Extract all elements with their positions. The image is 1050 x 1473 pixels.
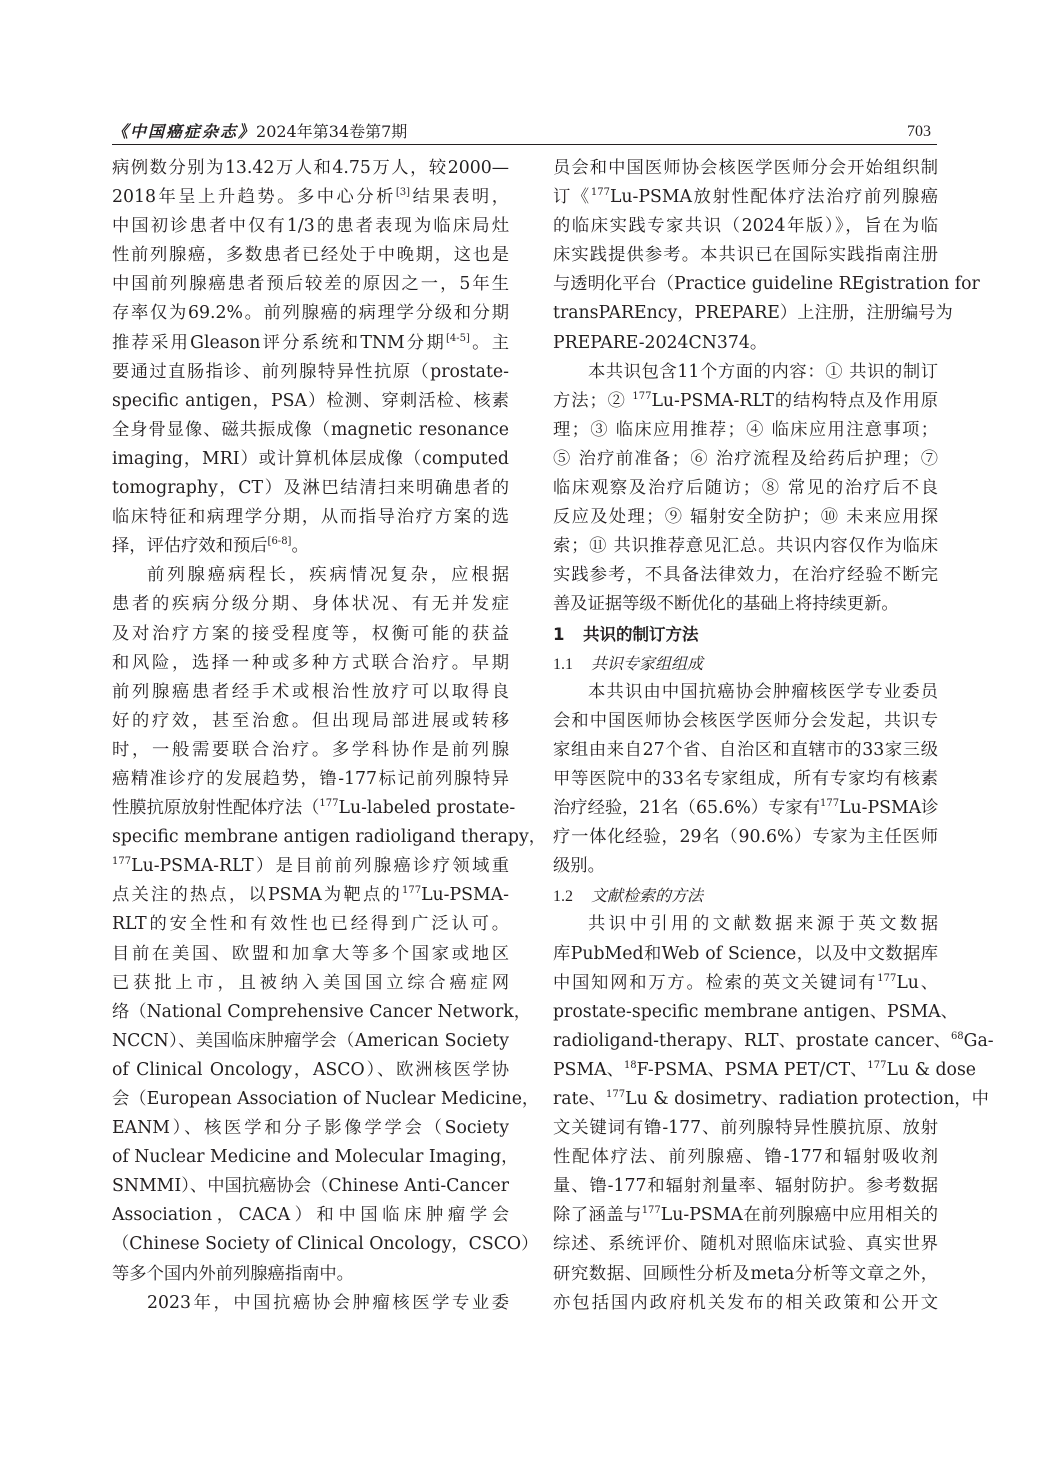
line-text: 综述、系统评价、随机对照临床试验、真实世界 <box>553 1234 938 1255</box>
text-line <box>553 358 938 387</box>
line-text: 要通过直肠指诊、前列腺特异性抗原（prostate- <box>112 361 509 382</box>
line-text: specific antigen，PSA）检测、穿刺活检、核素 <box>112 390 509 411</box>
text-line <box>112 1056 509 1085</box>
text-line <box>112 212 509 241</box>
line-text: 实践参考，不具备法律效力，在治疗经验不断完 <box>553 565 938 586</box>
line-text: 与透明化平台（Practice guideline REgistration for <box>553 274 980 295</box>
line-text: 反应及处理；⑨ 辐射安全防护；⑩ 未来应用探 <box>553 507 938 528</box>
line-text: 索；⑪ 共识推荐意见汇总。共识内容仅作为临床 <box>553 536 938 557</box>
line-text: 病例数分别为13.42万人和4.75万人，较2000— <box>112 158 509 178</box>
text-line <box>553 1085 989 1114</box>
heading-text: 文献检索的方法 <box>591 886 704 906</box>
text-line <box>553 998 958 1027</box>
text-line <box>112 1027 509 1056</box>
line-text: Lu & dose <box>886 1059 977 1080</box>
superscript: 177 <box>112 856 132 868</box>
text-line <box>112 532 509 561</box>
line-text: PSMA、 <box>553 1059 624 1080</box>
line-text: 量、镥-177和辐射剂量率、辐射防护。参考数据 <box>553 1176 938 1197</box>
text-line <box>112 1260 509 1289</box>
line-text: 床实践提供参考。本共识已在国际实践指南注册 <box>553 245 938 266</box>
line-text: F-PSMA、PSMA PET/CT、 <box>636 1059 868 1080</box>
text-line <box>553 503 938 532</box>
text-line <box>112 299 509 328</box>
line-text: 等多个国内外前列腺癌指南中。 <box>112 1263 354 1284</box>
line-text: 亦包括国内政府机关发布的相关政策和公开文 <box>553 1292 938 1313</box>
line-text: 患者的疾病分级分期、身体状况、有无并发症 <box>112 594 509 615</box>
line-text: SNMMI）、中国抗癌协会（Chinese Anti-Cancer <box>112 1176 509 1197</box>
line-text: RLT的安全性和有效性也已经得到广泛认可。 <box>112 914 509 935</box>
text-line <box>112 445 509 474</box>
text-line <box>112 1143 519 1172</box>
text-line <box>553 329 938 358</box>
superscript: 18 <box>623 1059 637 1071</box>
text-line <box>112 707 509 736</box>
line-text: 点关注的热点，以PSMA为靶点的 <box>112 885 402 906</box>
line-text: NCCN）、美国临床肿瘤学会（American Society <box>112 1030 509 1051</box>
running-header <box>112 122 937 145</box>
heading-text: 共识的制订方法 <box>583 624 699 644</box>
text-line <box>553 852 938 881</box>
line-text: EANM）、核医学和分子影像学学会（Society <box>112 1118 509 1139</box>
left-column <box>112 154 546 1318</box>
text-line <box>553 1172 938 1201</box>
line-text: 前列腺癌患者经手术或根治性放疗可以取得良 <box>112 681 509 702</box>
line-text: 及对治疗方案的接受程度等，权衡可能的获益 <box>112 623 509 644</box>
superscript: 177 <box>606 1089 626 1100</box>
line-text: 本共识由中国抗癌协会肿瘤核医学专业委员 <box>588 681 938 702</box>
text-line <box>112 998 532 1027</box>
line-text: 疗一体化经验，29名（90.6%）专家为主任医师 <box>553 827 938 848</box>
line-text: 善及证据等级不断优化的基础上将持续更新。 <box>553 594 899 615</box>
line-text: imaging，MRI）或计算机体层成像（computed <box>112 448 509 469</box>
line-text: 中国初诊患者中仅有1/3的患者表现为临床局灶 <box>112 216 509 237</box>
line-text: 和风险，选择一种或多种方式联合治疗。早期 <box>112 652 509 673</box>
text-line <box>112 1114 509 1143</box>
text-line <box>553 590 938 619</box>
text-line <box>112 1201 509 1230</box>
text-line <box>112 794 516 823</box>
text-line <box>112 1230 539 1259</box>
line-text: 会和中国医师协会核医学医师分会发起，共识专 <box>553 710 938 731</box>
journal-citation <box>112 122 407 142</box>
superscript: 177 <box>819 798 840 810</box>
line-text: Lu & dosimetry、radiation protection，中 <box>625 1089 989 1109</box>
line-text: 临床观察及治疗后随访；⑧ 常见的治疗后不良 <box>553 478 938 499</box>
line-text: 理；③ 临床应用推荐；④ 临床应用注意事项； <box>553 419 938 440</box>
line-text: Lu、 <box>896 972 938 993</box>
line-text: 本共识包含11个方面的内容：① 共识的制订 <box>588 361 938 382</box>
line-text: transPAREncy，PREPARE）上注册，注册编号为 <box>553 303 953 324</box>
right-column <box>553 154 994 1318</box>
line-text: 级别。 <box>553 856 605 877</box>
text-line <box>553 1289 938 1318</box>
text-line <box>553 154 938 183</box>
text-line <box>112 183 509 212</box>
line-text: 订《 <box>553 187 591 208</box>
line-text: 会（European Association of Nuclear Medicine， <box>112 1089 540 1109</box>
journal-name: 《中国癌症杂志》 <box>112 122 257 141</box>
line-text: 2023年，中国抗癌协会肿瘤核医学专业委 <box>147 1292 509 1313</box>
line-text: 库PubMed和Web of Science，以及中文数据库 <box>553 943 938 964</box>
heading-number: 1 <box>553 624 565 644</box>
line-text: 性配体疗法、前列腺癌、镥-177和辐射吸收剂 <box>553 1147 938 1168</box>
line-text: of Nuclear Medicine and Molecular Imaging， <box>112 1147 519 1168</box>
heading-number: 1.2 <box>553 888 573 906</box>
text-line <box>553 823 938 852</box>
line-text: 中国知网和万方。检索的英文关键词有 <box>553 972 878 993</box>
text-line <box>553 969 938 998</box>
line-text: 家组由来自27个省、自治区和直辖市的33家三级 <box>553 739 938 760</box>
page-number: 703 <box>907 123 931 140</box>
text-line <box>553 1230 938 1259</box>
text-line <box>112 765 509 794</box>
text-line <box>112 387 509 416</box>
superscript: 177 <box>590 187 610 199</box>
line-text: 推荐采用Gleason评分系统和TNM分期 <box>112 332 447 353</box>
line-text: 目前在美国、欧盟和加拿大等多个国家或地区 <box>112 943 509 964</box>
text-line <box>553 707 938 736</box>
text-line <box>112 561 509 590</box>
text-line <box>112 1085 540 1114</box>
text-line <box>112 1289 509 1318</box>
issue-info: 2024年第34卷第7期 <box>256 122 408 141</box>
text-line <box>112 649 509 678</box>
text-line <box>553 387 938 416</box>
line-text: 择，评估疗效和预后 <box>112 536 268 557</box>
section-heading <box>553 620 938 649</box>
superscript: [6-8] <box>267 536 292 548</box>
line-text: Lu-PSMA诊 <box>839 798 939 819</box>
line-text: 除了涵盖与 <box>553 1205 642 1226</box>
line-text: 文关键词有镥-177、前列腺特异性膜抗原、放射 <box>553 1118 938 1139</box>
line-text: 临床特征和病理学分期，从而指导治疗方案的选 <box>112 507 509 528</box>
text-line <box>553 299 953 328</box>
line-text: Lu-labeled prostate- <box>338 798 516 819</box>
text-line <box>553 561 938 590</box>
line-text: Lu-PSMA-RLT）是目前前列腺癌诊疗领域重 <box>131 856 509 877</box>
subsection-heading <box>553 649 938 678</box>
line-text: 中国前列腺癌患者预后较差的原因之一，5年生 <box>112 274 509 295</box>
text-line <box>553 1056 977 1085</box>
text-line <box>112 474 509 503</box>
heading-text: 共识专家组组成 <box>591 653 704 673</box>
line-text: 甲等医院中的33名专家组成，所有专家均有核素 <box>553 768 938 789</box>
line-text: （Chinese Society of Clinical Oncology，CSCO） <box>112 1234 539 1255</box>
line-text: specific membrane antigen radioligand therapy， <box>112 827 546 848</box>
heading-number: 1.1 <box>553 655 573 673</box>
line-text: Association，CACA）和中国临床肿瘤学会 <box>112 1205 509 1226</box>
text-line <box>112 940 509 969</box>
superscript: 177 <box>867 1059 887 1071</box>
line-text: of Clinical Oncology，ASCO）、欧洲核医学协 <box>112 1059 509 1080</box>
text-line <box>553 212 938 241</box>
text-line <box>553 1114 938 1143</box>
text-line <box>553 416 938 445</box>
line-text: 研究数据、回顾性分析及meta分析等文章之外， <box>553 1263 938 1284</box>
line-text: 员会和中国医师协会核医学医师分会开始组织制 <box>553 158 938 178</box>
line-text: rate、 <box>553 1089 607 1109</box>
line-text: 已获批上市，且被纳入美国国立综合癌症网 <box>112 972 509 993</box>
line-text: 络（National Comprehensive Cancer Network， <box>112 1001 532 1022</box>
line-text: 共识中引用的文献数据来源于英文数据 <box>588 914 938 935</box>
text-line <box>112 852 509 881</box>
text-line <box>112 881 509 910</box>
superscript: 177 <box>319 798 339 810</box>
superscript: 68 <box>950 1030 964 1042</box>
line-text: 。 <box>291 536 309 557</box>
line-text: 癌精准诊疗的发展趋势，镥-177标记前列腺特异 <box>112 768 509 789</box>
text-line <box>553 241 938 270</box>
text-line <box>553 910 938 939</box>
text-line <box>112 590 509 619</box>
text-line <box>553 474 938 503</box>
superscript: [4-5] <box>446 332 470 344</box>
line-text: 方法；② <box>553 390 633 411</box>
text-line <box>553 1201 938 1230</box>
line-text: 全身骨显像、磁共振成像（magnetic resonance <box>112 419 509 440</box>
text-line <box>553 270 980 299</box>
line-text: tomography，CT）及淋巴结清扫来明确患者的 <box>112 478 509 499</box>
text-line <box>553 736 938 765</box>
text-line <box>553 678 938 707</box>
text-line <box>553 940 938 969</box>
text-line <box>112 969 509 998</box>
line-text: 2018年呈上升趋势。多中心分析 <box>112 187 396 208</box>
line-text: prostate-specific membrane antigen、PSMA、 <box>553 1001 958 1022</box>
text-line <box>112 270 509 299</box>
line-text: Lu-PSMA放射性配体疗法治疗前列腺癌 <box>609 187 938 208</box>
text-line <box>553 1027 994 1056</box>
text-line <box>553 1143 938 1172</box>
text-line <box>112 416 509 445</box>
text-line <box>112 241 509 270</box>
line-text: Lu-PSMA-RLT的结构特点及作用原 <box>651 390 938 411</box>
line-text: Lu-PSMA在前列腺癌中应用相关的 <box>660 1205 938 1226</box>
line-text: 性前列腺癌，多数患者已经处于中晚期，这也是 <box>112 245 509 266</box>
line-text: 存率仅为69.2%。前列腺癌的病理学分级和分期 <box>112 303 509 324</box>
text-line <box>553 794 938 823</box>
line-text: 性膜抗原放射性配体疗法（ <box>112 798 320 819</box>
superscript: 177 <box>641 1205 661 1217</box>
subsection-heading <box>553 881 938 910</box>
text-line <box>112 358 509 387</box>
line-text: 结果表明， <box>410 187 509 208</box>
line-text: PREPARE-2024CN374。 <box>553 332 768 353</box>
text-line <box>112 678 509 707</box>
text-line <box>553 532 938 561</box>
line-text: Lu-PSMA- <box>421 885 509 906</box>
text-line <box>112 910 509 939</box>
text-line <box>553 765 938 794</box>
line-text: 的临床实践专家共识（2024年版）》，旨在为临 <box>553 216 938 237</box>
line-text: 。主 <box>469 332 509 353</box>
text-line <box>112 503 509 532</box>
text-line <box>112 823 546 852</box>
text-line <box>553 445 938 474</box>
superscript: 177 <box>401 885 422 897</box>
superscript: 177 <box>632 390 652 402</box>
superscript: 177 <box>877 972 897 984</box>
text-line <box>553 183 938 212</box>
line-text: 前列腺癌病程长，疾病情况复杂，应根据 <box>147 565 509 586</box>
text-line <box>112 154 509 183</box>
superscript: [3] <box>395 187 411 199</box>
text-line <box>112 1172 509 1201</box>
line-text: 好的疗效，甚至治愈。但出现局部进展或转移 <box>112 710 509 731</box>
line-text: 时，一般需要联合治疗。多学科协作是前列腺 <box>112 739 509 760</box>
text-line <box>553 1260 938 1289</box>
text-line <box>112 736 509 765</box>
text-line <box>112 329 509 358</box>
line-text: ⑤ 治疗前准备；⑥ 治疗流程及给药后护理；⑦ <box>553 448 938 469</box>
line-text: 治疗经验，21名（65.6%）专家有 <box>553 798 820 819</box>
text-line <box>112 620 509 649</box>
line-text: radioligand-therapy、RLT、prostate cancer、 <box>553 1030 951 1051</box>
line-text: Ga- <box>963 1030 994 1051</box>
